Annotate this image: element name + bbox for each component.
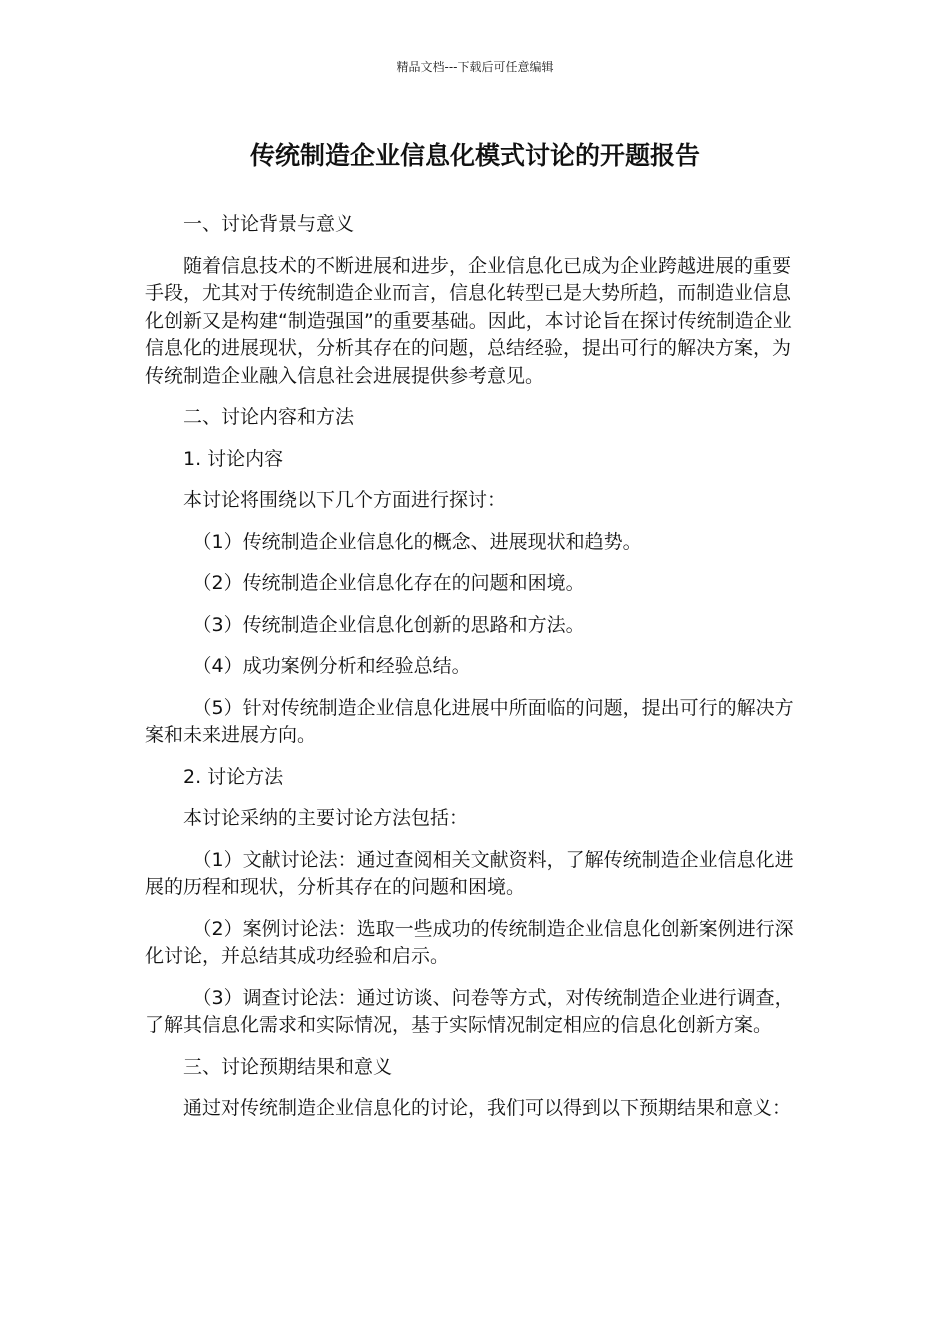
subheading-method: 2. 讨论方法 bbox=[183, 765, 284, 788]
list-item: （3）调查讨论法：通过访谈、问卷等方式，对传统制造企业进行调查，了解其信息化需求和实际情况，基于实际情况制定相应的信息化创新方案。 bbox=[145, 986, 794, 1036]
section-heading-background: 一、讨论背景与意义 bbox=[183, 213, 355, 235]
paragraph-content-intro: 本讨论将围绕以下几个方面进行探讨： bbox=[183, 489, 507, 511]
list-item: （2）案例讨论法：选取一些成功的传统制造企业信息化创新案例进行深化讨论，并总结其成功经验和启示。 bbox=[145, 917, 794, 967]
list-item: （1）文献讨论法：通过查阅相关文献资料，了解传统制造企业信息化进展的历程和现状，分析其存在的问题和困境。 bbox=[145, 848, 794, 898]
list-item: （4）成功案例分析和经验总结。 bbox=[192, 655, 471, 677]
subheading-content: 1. 讨论内容 bbox=[183, 447, 284, 470]
document-body bbox=[145, 211, 807, 1137]
paragraph-background: 随着信息技术的不断进展和进步，企业信息化已成为企业跨越进展的重要手段，尤其对于传统制造企业而言，信息化转型已是大势所趋，而制造业信息化创新又是构建“制造强国”的重要基础。因此，本讨论旨在探讨传统制造企业信息化的进展现状，分析其存在的问题，总结经验，提出可行的解决方案，为传统制造企业融入信息社会进展提供参考意见。 bbox=[145, 254, 792, 387]
paragraph-expected-results: 通过对传统制造企业信息化的讨论，我们可以得到以下预期结果和意义： bbox=[183, 1097, 792, 1119]
list-item: （5）针对传统制造企业信息化进展中所面临的问题，提出可行的解决方案和未来进展方向。 bbox=[145, 696, 794, 746]
document-title: 传统制造企业信息化模式讨论的开题报告 bbox=[249, 141, 700, 170]
section-heading-expected-results: 三、讨论预期结果和意义 bbox=[183, 1055, 393, 1078]
header-note: 精品文档---下载后可任意编辑 bbox=[396, 60, 554, 74]
list-item: （3）传统制造企业信息化创新的思路和方法。 bbox=[192, 613, 585, 636]
list-item: （2）传统制造企业信息化存在的问题和困境。 bbox=[192, 572, 585, 594]
section-heading-content-method: 二、讨论内容和方法 bbox=[183, 406, 355, 428]
paragraph-method-intro: 本讨论采纳的主要讨论方法包括： bbox=[183, 807, 469, 829]
list-item: （1）传统制造企业信息化的概念、进展现状和趋势。 bbox=[192, 530, 642, 553]
